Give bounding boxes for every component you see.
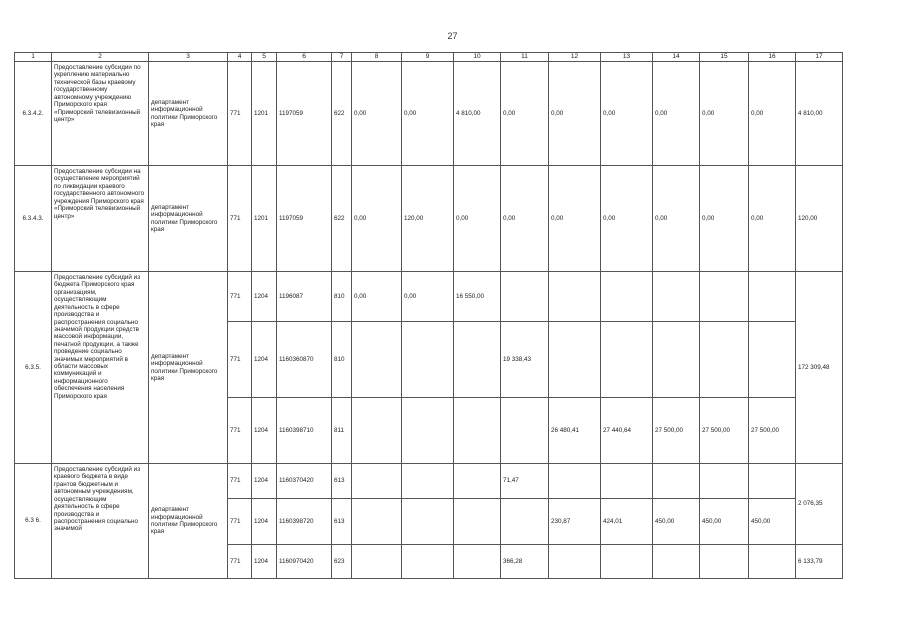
cell (749, 545, 796, 579)
budget-table (14, 52, 843, 579)
cell: 0,00 (700, 62, 749, 166)
cell: 16 550,00 (454, 272, 501, 322)
cell (352, 464, 402, 499)
cell: 71,47 (501, 464, 549, 499)
cell (549, 545, 601, 579)
row-code: 6.3.4.3. (15, 166, 52, 272)
cell: 4 810,00 (454, 62, 501, 166)
cell (549, 322, 601, 398)
cell: 771 (228, 272, 252, 322)
cell (601, 545, 653, 579)
cell: 622 (332, 62, 352, 166)
cell: 1201 (252, 62, 277, 166)
cell (454, 322, 501, 398)
cell (352, 545, 402, 579)
cell: 27 500,00 (700, 398, 749, 464)
cell: 623 (332, 545, 352, 579)
cell (549, 272, 601, 322)
header-cell: 6 (277, 53, 332, 62)
row-description: Предоставление субсидии по укреплению материально технической базы краевому государственному автономному учреждению Приморского края «Приморский телевизионный центр» (52, 62, 149, 166)
cell: 1204 (252, 499, 277, 545)
header-cell: 14 (653, 53, 700, 62)
cell: 771 (228, 545, 252, 579)
cell: 0,00 (653, 166, 700, 272)
cell (402, 499, 454, 545)
cell: 1204 (252, 272, 277, 322)
cell: 1197059 (277, 166, 332, 272)
cell (601, 322, 653, 398)
row-department: департамент информационной политики Приморского края (149, 272, 228, 464)
header-cell: 11 (501, 53, 549, 62)
cell: 27 440,64 (601, 398, 653, 464)
row-description (52, 464, 149, 579)
cell (501, 398, 549, 464)
cell: 450,00 (749, 499, 796, 545)
cell (549, 464, 601, 499)
cell: 613 (332, 464, 352, 499)
cell: 1160398710 (277, 398, 332, 464)
cell: 0,00 (454, 166, 501, 272)
header-cell: 15 (700, 53, 749, 62)
header-cell: 3 (149, 53, 228, 62)
table-row (15, 272, 843, 322)
cell: 0,00 (601, 166, 653, 272)
cell: 0,00 (352, 272, 402, 322)
cell: 120,00 (402, 166, 454, 272)
cell: 811 (332, 398, 352, 464)
row-code: 6.3.5. (15, 272, 52, 464)
cell: 0,00 (749, 62, 796, 166)
cell (749, 272, 796, 322)
row-department: департамент информационной политики Приморского края (149, 166, 228, 272)
cell: 0,00 (700, 166, 749, 272)
row-code: 6.3 6. (15, 464, 52, 579)
header-cell: 4 (228, 53, 252, 62)
cell (454, 545, 501, 579)
cell (653, 272, 700, 322)
cell: 1204 (252, 322, 277, 398)
cell (700, 464, 749, 499)
table-row (15, 62, 843, 166)
header-cell: 8 (352, 53, 402, 62)
cell: 450,00 (700, 499, 749, 545)
row-total: 2 076,35 (796, 464, 843, 545)
cell: 27 500,00 (749, 398, 796, 464)
row-total: 172 309,48 (796, 272, 843, 464)
row-department: департамент информационной политики Приморского края (149, 62, 228, 166)
cell: 0,00 (402, 62, 454, 166)
cell (454, 499, 501, 545)
cell: 1204 (252, 398, 277, 464)
row-department: департамент информационной политики Приморского края (149, 464, 228, 579)
cell (352, 499, 402, 545)
header-cell: 16 (749, 53, 796, 62)
cell: 613 (332, 499, 352, 545)
header-cell: 9 (402, 53, 454, 62)
cell: 622 (332, 166, 352, 272)
header-cell: 7 (332, 53, 352, 62)
row-total-extra: 6 133,79 (796, 545, 843, 579)
cell (454, 464, 501, 499)
header-cell: 12 (549, 53, 601, 62)
row-description: Предоставление субсидий из бюджета Приморского края организациям, осуществляющим деятельность в сфере производства и распространения социально значимой продукции средств массовой информации, печатной продукции, а также проведение социально значимых мероприятий в области массовых коммуникаций и информационного обеспечения населения Приморского края (52, 272, 149, 464)
row-total: 4 810,00 (796, 62, 843, 166)
page-number: 27 (447, 31, 458, 41)
cell (402, 464, 454, 499)
cell: 0,00 (549, 62, 601, 166)
cell: 0,00 (549, 166, 601, 272)
cell: 1160398720 (277, 499, 332, 545)
cell (501, 272, 549, 322)
cell: 0,00 (352, 62, 402, 166)
header-cell: 17 (796, 53, 843, 62)
cell: 27 500,00 (653, 398, 700, 464)
header-cell: 1 (15, 53, 52, 62)
header-cell: 10 (454, 53, 501, 62)
cell: 1160370420 (277, 464, 332, 499)
cell: 19 338,43 (501, 322, 549, 398)
cell: 424,01 (601, 499, 653, 545)
cell: 771 (228, 62, 252, 166)
cell (700, 322, 749, 398)
cell: 230,87 (549, 499, 601, 545)
cell: 0,00 (749, 166, 796, 272)
row-description: Предоставление субсидии на осуществление мероприятий по ликвидации краевого государственного автономного учреждения Приморского края «Приморский телевизионный центр» (52, 166, 149, 272)
cell (653, 322, 700, 398)
cell (700, 272, 749, 322)
cell (454, 398, 501, 464)
cell: 0,00 (352, 166, 402, 272)
header-cell: 2 (52, 53, 149, 62)
cell: 0,00 (501, 166, 549, 272)
table-row (15, 464, 843, 499)
cell (501, 499, 549, 545)
cell (601, 272, 653, 322)
cell (749, 322, 796, 398)
cell (601, 464, 653, 499)
cell (700, 545, 749, 579)
cell (402, 545, 454, 579)
cell: 771 (228, 499, 252, 545)
row-total: 120,00 (796, 166, 843, 272)
cell: 771 (228, 398, 252, 464)
header-cell: 13 (601, 53, 653, 62)
cell: 1160360870 (277, 322, 332, 398)
cell: 26 480,41 (549, 398, 601, 464)
header-row (15, 53, 843, 62)
cell (352, 322, 402, 398)
header-cell: 5 (252, 53, 277, 62)
cell: 771 (228, 166, 252, 272)
cell (653, 545, 700, 579)
cell: 810 (332, 272, 352, 322)
cell: 1197059 (277, 62, 332, 166)
cell: 0,00 (501, 62, 549, 166)
cell: 450,00 (653, 499, 700, 545)
row-description-text: Предоставление субсидий из краевого бюджета в виде грантов бюджетным и автономным учреждениям, осуществляющим деятельность в сфере производства и распространения социально значимой (54, 466, 141, 533)
cell (402, 322, 454, 398)
cell: 1196087 (277, 272, 332, 322)
cell: 1201 (252, 166, 277, 272)
cell: 0,00 (402, 272, 454, 322)
cell: 810 (332, 322, 352, 398)
cell: 1160970420 (277, 545, 332, 579)
cell: 1204 (252, 545, 277, 579)
cell (749, 464, 796, 499)
cell (352, 398, 402, 464)
cell: 1204 (252, 464, 277, 499)
table-row (15, 166, 843, 272)
cell: 771 (228, 322, 252, 398)
cell: 0,00 (653, 62, 700, 166)
cell (402, 398, 454, 464)
cell: 0,00 (601, 62, 653, 166)
cell (653, 464, 700, 499)
row-code: 6.3.4.2. (15, 62, 52, 166)
cell: 366,28 (501, 545, 549, 579)
cell: 771 (228, 464, 252, 499)
